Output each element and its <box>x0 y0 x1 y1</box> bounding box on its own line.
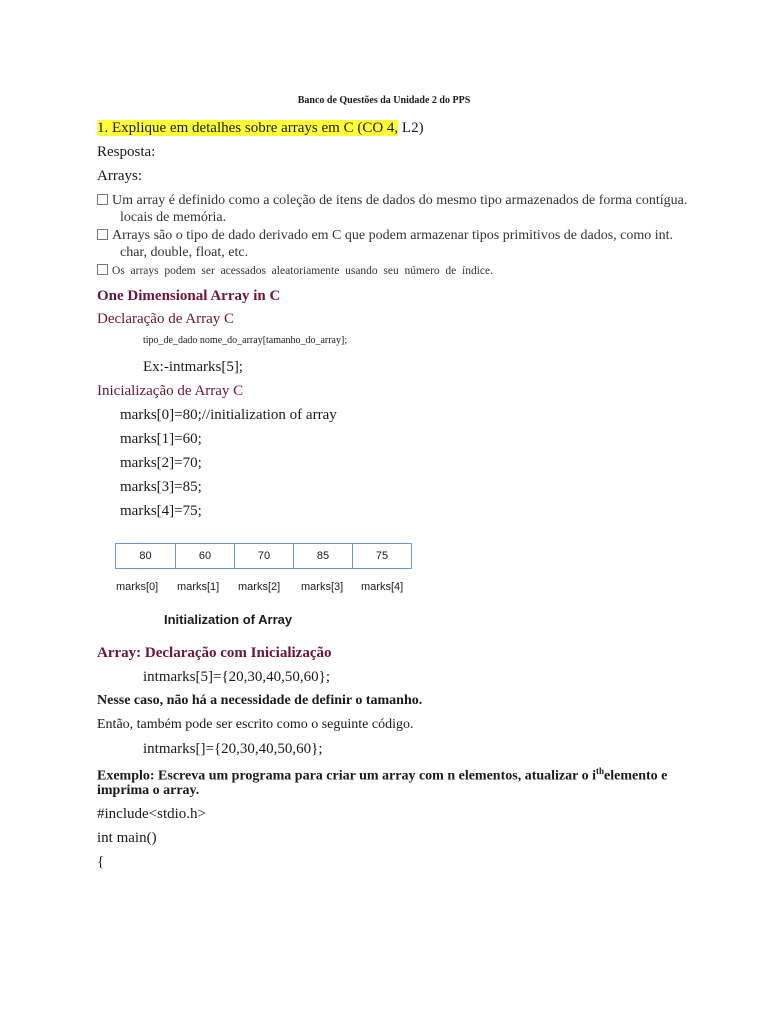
checkbox-icon <box>97 229 108 240</box>
code-line: int main() <box>97 830 157 846</box>
checkbox-icon <box>97 264 108 275</box>
example-line-1 <box>97 766 667 785</box>
decl-init-code-2: intmarks[]={20,30,40,50,60}; <box>143 741 323 757</box>
array-cell: 75 <box>352 544 411 568</box>
bullet-3-text: Os arrays podem ser acessados aleatoriamente usando seu número de índice. <box>112 265 493 277</box>
array-cell: 80 <box>139 550 152 562</box>
init-line-2: marks[1]=60; <box>120 431 202 447</box>
bullet-1-text: Um array é definido como a coleção de itens de dados do mesmo tipo armazenados de forma contígua. <box>112 193 688 208</box>
initialization-heading: Inicialização de Array C <box>97 383 244 399</box>
array-index-label: marks[3] <box>301 581 344 593</box>
code-line: { <box>97 854 105 870</box>
bullet-1 <box>97 193 687 209</box>
array-cell: 60 <box>175 544 234 568</box>
question-1-highlighted: 1. Explique em detalhes sobre arrays em C (CO 4, <box>97 120 399 136</box>
example-line-2: imprima o array. <box>97 783 200 798</box>
page-title: Banco de Questões da Unidade 2 do PPS <box>297 95 471 106</box>
array-index-label: marks[1] <box>177 581 220 593</box>
code-line: #include<stdio.h> <box>97 806 206 822</box>
decl-init-heading: Array: Declaração com Inicialização <box>97 645 332 661</box>
arrays-label: Arrays: <box>97 168 142 184</box>
example-superscript: th <box>596 766 605 776</box>
array-diagram <box>115 543 412 569</box>
decl-init-code: intmarks[5]={20,30,40,50,60}; <box>143 669 331 685</box>
init-line-3: marks[2]=70; <box>120 455 202 471</box>
figure-caption: Initialization of Array <box>164 612 293 627</box>
bullet-2-text: Arrays são o tipo de dado derivado em C que podem armazenar tipos primitivos de dados, como int. <box>112 228 674 243</box>
bullet-2-cont: char, double, float, etc. <box>120 245 249 260</box>
question-1-rest: L2) <box>398 120 424 136</box>
example-text: Exemplo: Escreva um programa para criar um array com n elementos, atualizar o i <box>97 768 596 784</box>
array-index-label: marks[4] <box>361 581 404 593</box>
init-line-5: marks[4]=75; <box>120 503 202 519</box>
bullet-3 <box>97 264 493 277</box>
question-1 <box>97 120 424 137</box>
bullet-1-cont: locais de memória. <box>120 210 227 225</box>
init-line-1: marks[0]=80;//initialization of array <box>120 407 337 423</box>
array-cell: 70 <box>234 544 293 568</box>
declaration-heading: Declaração de Array C <box>97 311 235 327</box>
example-text-cont: elemento e <box>604 768 668 784</box>
declaration-syntax: tipo_de_dado nome_do_array[tamanho_do_array]; <box>143 335 348 346</box>
one-dim-heading: One Dimensional Array in C <box>97 288 281 304</box>
checkbox-icon <box>97 194 108 205</box>
declaration-example: Ex:-intmarks[5]; <box>143 359 243 375</box>
answer-label: Resposta: <box>97 144 156 160</box>
array-index-label: marks[2] <box>238 581 281 593</box>
array-index-label: marks[0] <box>116 581 159 593</box>
no-size-note: Nesse caso, não há a necessidade de definir o tamanho. <box>97 693 423 708</box>
init-line-4: marks[3]=85; <box>120 479 202 495</box>
array-cell: 85 <box>293 544 352 568</box>
also-note: Então, também pode ser escrito como o seguinte código. <box>97 717 414 732</box>
bullet-2 <box>97 228 673 244</box>
